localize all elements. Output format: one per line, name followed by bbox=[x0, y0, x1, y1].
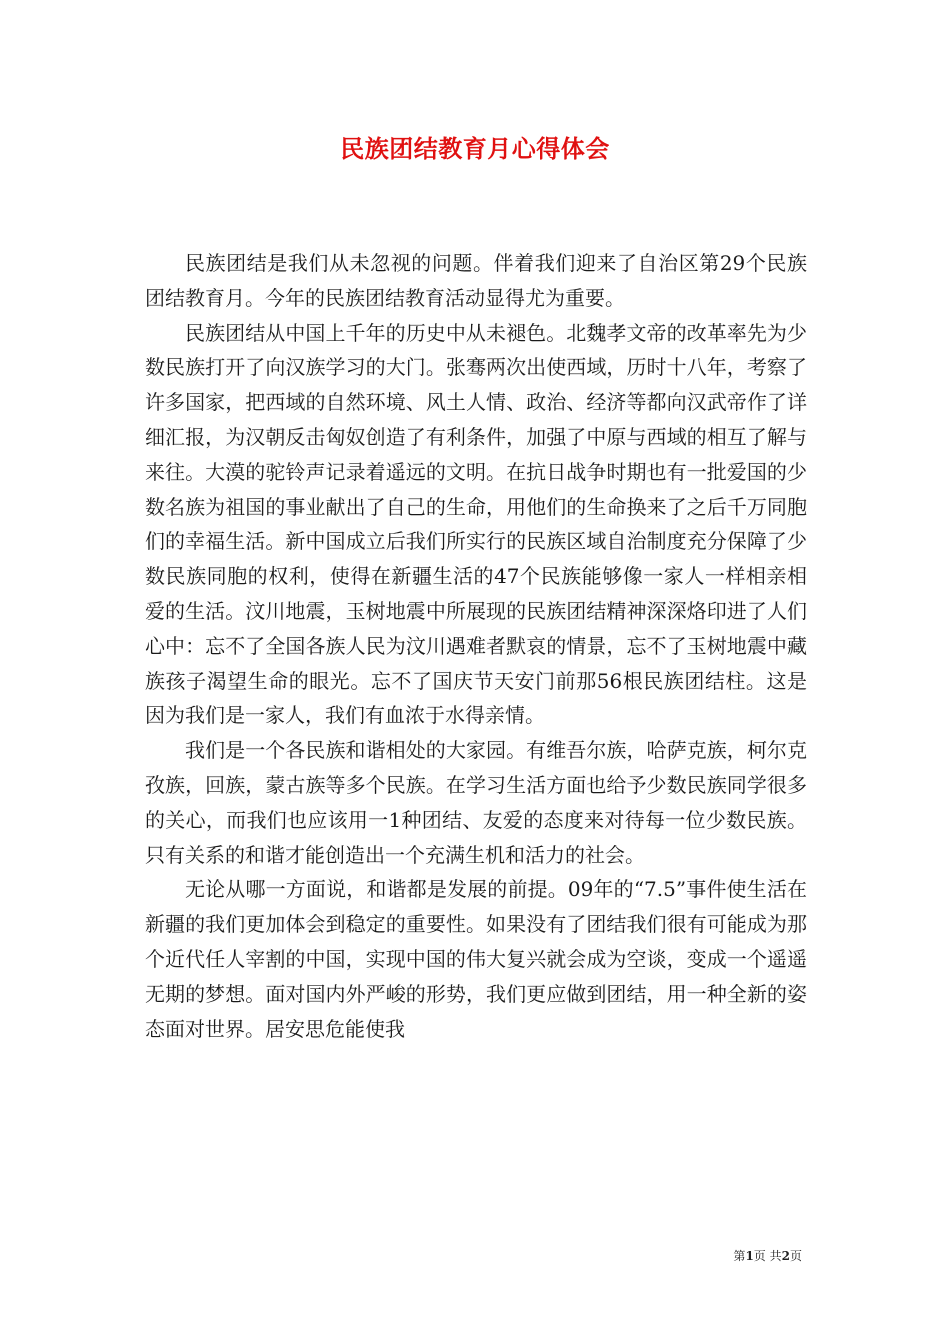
paragraph-1: 民族团结是我们从未忽视的问题。伴着我们迎来了自治区第29个民族团结教育月。今年的民族团结教育活动显得尤为重要。 bbox=[145, 251, 807, 310]
footer-middle: 页 共 bbox=[753, 1249, 782, 1263]
footer-total-pages: 2 bbox=[781, 1249, 790, 1263]
footer-current-page: 1 bbox=[745, 1249, 754, 1263]
paragraph-2: 民族团结从中国上千年的历史中从未褪色。北魏孝文帝的改革率先为少数民族打开了向汉族学习的大门。张骞两次出使西域，历时十八年，考察了许多国家，把西域的自然环境、风土人情、政治、经济等都向汉武帝作了详细汇报，为汉朝反击匈奴创造了有利条件，加强了中原与西域的相互了解与来往。大漠的驼铃声记录着遥远的文明。在抗日战争时期也有一批爱国的少数名族为祖国的事业献出了自己的生命，用他们的生命换来了之后千万同胞们的幸福生活。新中国成立后我们所实行的民族区域自治制度充分保障了少数民族同胞的权利，使得在新疆生活的47个民族能够像一家人一样相亲相爱的生活。汶川地震，玉树地震中所展现的民族团结精神深深烙印进了人们心中：忘不了全国各族人民为汶川遇难者默哀的情景，忘不了玉树地震中藏族孩子渴望生命的眼光。忘不了国庆节天安门前那56根民族团结柱。这是因为我们是一家人，我们有血浓于水得亲情。 bbox=[145, 320, 807, 728]
footer-suffix: 页 bbox=[789, 1249, 802, 1263]
footer-prefix: 第 bbox=[733, 1249, 746, 1263]
document-body bbox=[145, 246, 807, 1046]
document-title: 民族团结教育月心得体会 bbox=[340, 134, 610, 163]
paragraph-4: 无论从哪一方面说，和谐都是发展的前提。09年的“7.5”事件使生活在新疆的我们更加体会到稳定的重要性。如果没有了团结我们很有可能成为那个近代任人宰割的中国，实现中国的伟大复兴就会成为空谈，变成一个遥遥无期的梦想。面对国内外严峻的形势，我们更应做到团结，用一种全新的姿态面对世界。居安思危能使我 bbox=[145, 877, 807, 1041]
paragraph-3: 我们是一个各民族和谐相处的大家园。有维吾尔族，哈萨克族，柯尔克孜族，回族，蒙古族等多个民族。在学习生活方面也给予少数民族同学很多的关心，而我们也应该用一1种团结、友爱的态度来对待每一位少数民族。只有关系的和谐才能创造出一个充满生机和活力的社会。 bbox=[145, 738, 807, 867]
page-footer bbox=[733, 1248, 802, 1264]
